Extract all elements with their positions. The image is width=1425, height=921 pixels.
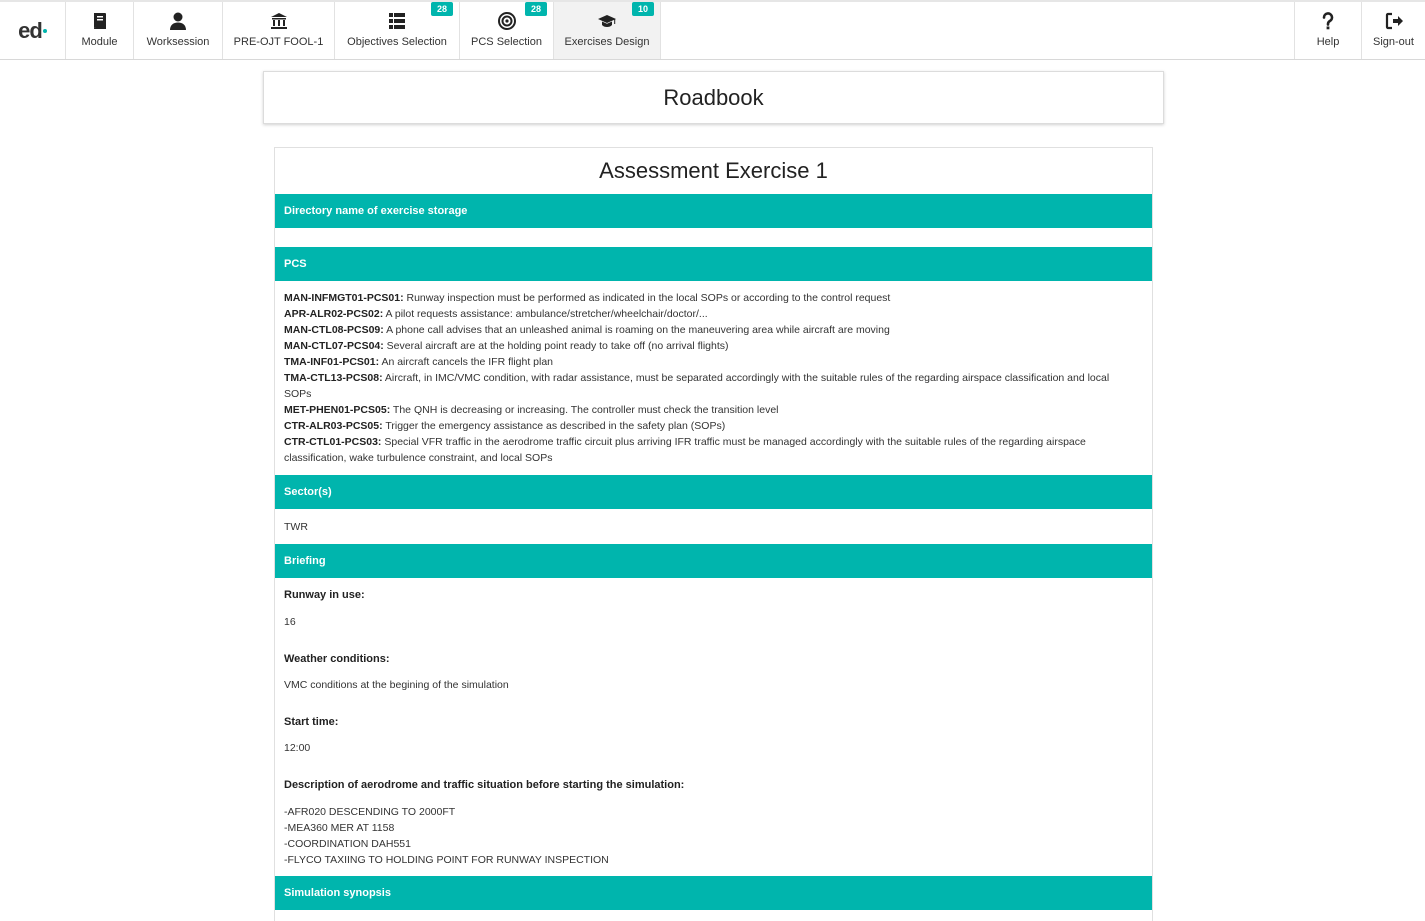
pcs-item xyxy=(284,306,1134,322)
pcs-code: TMA-CTL13-PCS08: xyxy=(284,372,383,384)
nav-sign-out-label: Sign-out xyxy=(1373,36,1414,48)
nav-pre-ojt-label: PRE-OJT FOOL-1 xyxy=(233,36,324,48)
pcs-text: Aircraft, in IMC/VMC condition, with radar assistance, must be separated accordingly with the suitable rules of the regarding airspace classification and local SOPs xyxy=(284,372,1110,400)
question-icon xyxy=(1318,11,1338,31)
nav-module[interactable] xyxy=(66,2,134,59)
pcs-code: MET-PHEN01-PCS05: xyxy=(284,404,391,416)
pcs-item xyxy=(284,338,1134,354)
pcs-code: MAN-INFMGT01-PCS01: xyxy=(284,292,404,304)
pcs-item xyxy=(284,354,1134,370)
pcs-code: APR-ALR02-PCS02: xyxy=(284,308,384,320)
logo-dot xyxy=(43,29,47,33)
pcs-text: The QNH is decreasing or increasing. The controller must check the transition level xyxy=(390,404,779,416)
directory-section-header: Directory name of exercise storage xyxy=(275,194,1152,228)
pcs-text: Trigger the emergency assistance as described in the safety plan (SOPs) xyxy=(382,420,726,432)
roadbook-header xyxy=(263,71,1164,124)
description-line: -COORDINATION DAH551 xyxy=(284,838,411,850)
user-icon xyxy=(168,11,188,31)
nav-sign-out[interactable] xyxy=(1361,2,1425,59)
target-icon xyxy=(497,11,517,31)
pcs-code: CTR-ALR03-PCS05: xyxy=(284,420,383,432)
sectors-value: TWR xyxy=(284,521,308,533)
briefing-section-header: Briefing xyxy=(275,544,1152,578)
app-logo[interactable] xyxy=(0,2,66,59)
nav-pcs-label: PCS Selection xyxy=(471,36,542,48)
pcs-item xyxy=(284,418,1134,434)
exercise-title: Assessment Exercise 1 xyxy=(599,158,828,183)
nav-exercises-label: Exercises Design xyxy=(564,36,650,48)
start-time-value: 12:00 xyxy=(284,742,311,754)
weather-value: VMC conditions at the begining of the simulation xyxy=(284,679,509,691)
objectives-count-badge: 28 xyxy=(431,2,453,16)
nav-worksession-label: Worksession xyxy=(146,36,210,48)
pcs-list xyxy=(284,290,1134,466)
top-navbar xyxy=(0,2,1425,60)
runway-label: Runway in use: xyxy=(284,589,365,601)
institution-icon xyxy=(269,11,289,31)
pcs-section-header: PCS xyxy=(275,247,1152,281)
sign-out-icon xyxy=(1384,11,1404,31)
description-line: -FLYCO TAXIING TO HOLDING POINT FOR RUNWAY INSPECTION xyxy=(284,854,609,866)
pcs-text: Runway inspection must be performed as indicated in the local SOPs or according to the control request xyxy=(403,292,891,304)
pcs-text: Several aircraft are at the holding point ready to take off (no arrival flights) xyxy=(383,340,729,352)
nav-exercises-design[interactable] xyxy=(554,2,661,59)
description-line: -AFR020 DESCENDING TO 2000FT xyxy=(284,806,456,818)
pcs-item xyxy=(284,370,1134,402)
pcs-count-badge: 28 xyxy=(525,2,547,16)
runway-value: 16 xyxy=(284,616,296,628)
nav-help[interactable] xyxy=(1294,2,1361,59)
description-line: -MEA360 MER AT 1158 xyxy=(284,822,395,834)
book-icon xyxy=(90,11,110,31)
nav-objectives-selection[interactable] xyxy=(335,2,460,59)
pcs-item xyxy=(284,290,1134,306)
weather-label: Weather conditions: xyxy=(284,653,390,665)
nav-pcs-selection[interactable] xyxy=(460,2,554,59)
pcs-item xyxy=(284,402,1134,418)
description-label: Description of aerodrome and traffic situation before starting the simulation: xyxy=(284,779,685,791)
pcs-code: CTR-CTL01-PCS03: xyxy=(284,436,382,448)
nav-objectives-label: Objectives Selection xyxy=(347,36,447,48)
nav-help-label: Help xyxy=(1316,36,1340,48)
pcs-code: TMA-INF01-PCS01: xyxy=(284,356,380,368)
nav-pre-ojt[interactable] xyxy=(223,2,335,59)
exercise-card xyxy=(274,147,1153,921)
description-lines xyxy=(284,804,1134,868)
pcs-item xyxy=(284,322,1134,338)
pcs-text: An aircraft cancels the IFR flight plan xyxy=(379,356,554,368)
graduation-cap-icon xyxy=(597,11,617,31)
pcs-text: Special VFR traffic in the aerodrome traffic circuit plus arriving IFR traffic must be managed accordingly with the suitable rules of the regarding airspace classification, wake turbulence constraint, and local SOPs xyxy=(284,436,1086,464)
start-time-label: Start time: xyxy=(284,716,339,728)
exercises-count-badge: 10 xyxy=(632,2,654,16)
pcs-item xyxy=(284,434,1134,466)
pcs-code: MAN-CTL07-PCS04: xyxy=(284,340,384,352)
pcs-text: A pilot requests assistance: ambulance/stretcher/wheelchair/doctor/... xyxy=(383,308,708,320)
nav-module-label: Module xyxy=(81,36,118,48)
pcs-code: MAN-CTL08-PCS09: xyxy=(284,324,384,336)
logo-text: ed xyxy=(18,17,42,43)
nav-worksession[interactable] xyxy=(134,2,223,59)
pcs-text: A phone call advises that an unleashed animal is roaming on the maneuvering area while aircraft are moving xyxy=(383,324,890,336)
synopsis-section-header: Simulation synopsis xyxy=(275,876,1152,910)
sectors-section-header: Sector(s) xyxy=(275,475,1152,509)
page-title: Roadbook xyxy=(663,84,764,110)
list-icon xyxy=(387,11,407,31)
